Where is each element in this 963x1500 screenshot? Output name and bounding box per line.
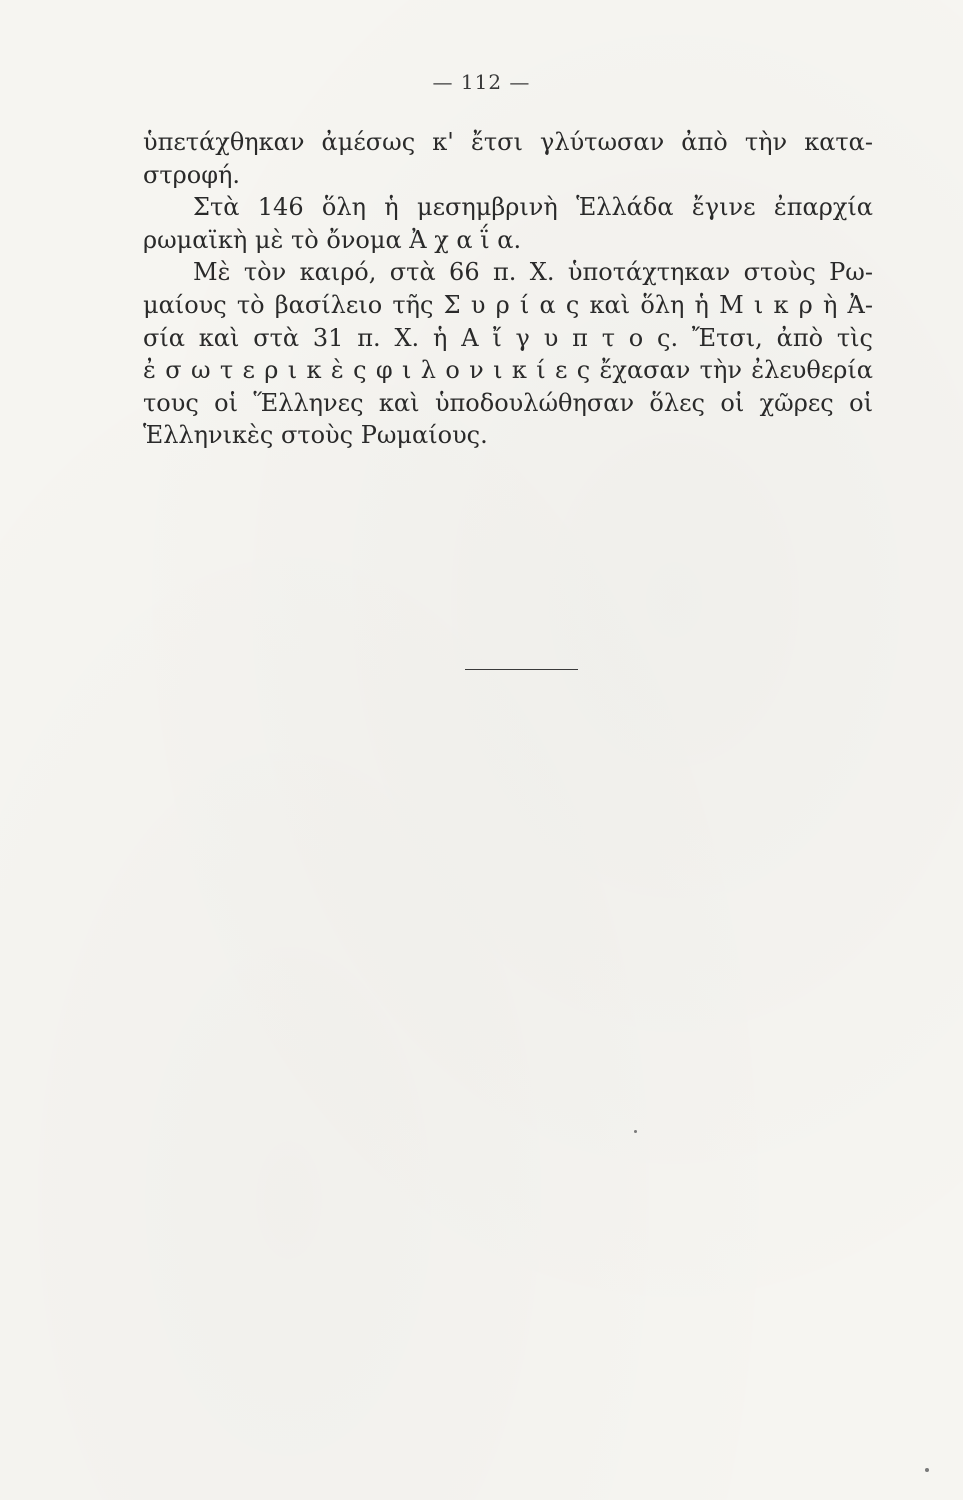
- text-line-7: σία καὶ στὰ 31 π. Χ. ἡ Α ἴ γ υ π τ ο ς. Ἔτσι, ἀπὸ τὶς: [143, 323, 873, 352]
- text-line-4: ρωμαϊκὴ μὲ τὸ ὄνομα Ἀ χ α ΐ α.: [143, 225, 522, 254]
- text-line-9: τους οἱ Ἕλληνες καὶ ὑποδουλώθησαν ὅλες οἱ χῶρες οἱ: [143, 388, 873, 417]
- text-line-5: Μὲ τὸν καιρό, στὰ 66 π. Χ. ὑποτάχτηκαν στοὺς Ρω-: [193, 258, 873, 287]
- print-speck: [925, 1468, 929, 1472]
- text-line-3: Στὰ 146 ὅλη ἡ μεσημβρινὴ Ἑλλάδα ἔγινε ἐπαρχία: [193, 193, 873, 222]
- text-line-1: ὑπετάχθηκαν ἀμέσως κ' ἔτσι γλύτωσαν ἀπὸ τὴν κατα-: [143, 128, 873, 156]
- section-divider: [465, 669, 578, 670]
- text-line-10: Ἑλληνικὲς στοὺς Ρωμαίους.: [143, 421, 488, 450]
- body-paragraphs: [143, 126, 873, 452]
- print-speck: [634, 1130, 637, 1133]
- text-line-2: στροφή.: [143, 160, 241, 189]
- text-line-6: μαίους τὸ βασίλειο τῆς Σ υ ρ ί α ς καὶ ὅλη ἡ Μ ι κ ρ ὴ Ἀ-: [143, 290, 873, 319]
- text-line-8: ἐ σ ω τ ε ρ ι κ ὲ ς φ ι λ ο ν ι κ ί ε ς ἔχασαν τὴν ἐλευθερία: [143, 356, 873, 385]
- page-number: — 112 —: [432, 70, 531, 94]
